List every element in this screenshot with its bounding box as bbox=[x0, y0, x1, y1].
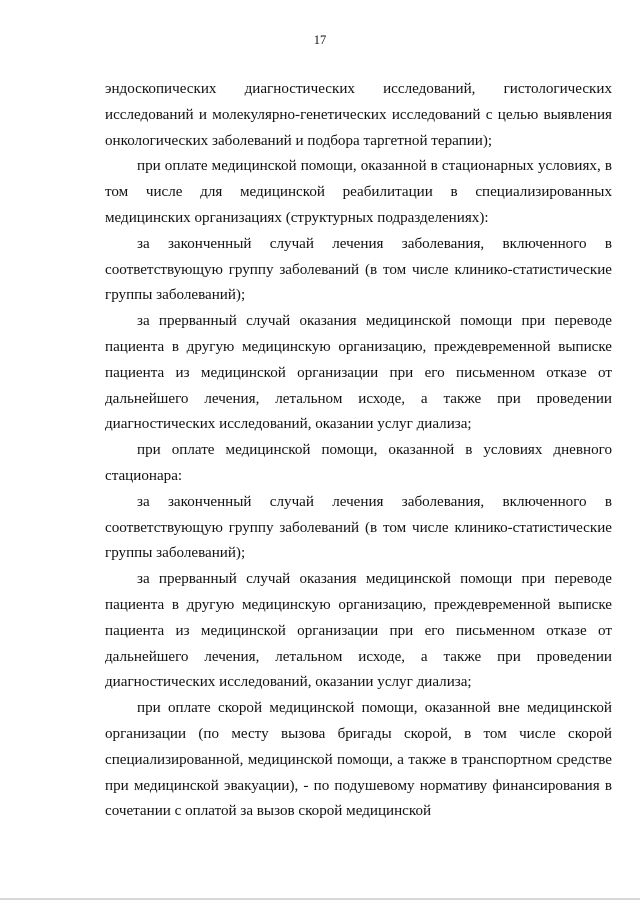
paragraph-inpatient-completed-case: за законченный случай лечения заболевания, включенного в соответствующую группу заболеваний (в том числе клинико-статистические группы заболеваний); bbox=[105, 235, 612, 304]
paragraph-day-hospital-interrupted-case: за прерванный случай оказания медицинской помощи при переводе пациента в другую медицинскую организацию, преждевременной выписке пациента из медицинской организации при его письменном отказе от дальнейшего лечения, летальном исходе, а также при проведении диагностических исследований, оказании услуг диализа; bbox=[105, 571, 612, 691]
document-body bbox=[105, 77, 612, 825]
page-number: 17 bbox=[313, 33, 327, 47]
scan-edge-line bbox=[0, 898, 640, 900]
paragraph-emergency-care-payment: при оплате скорой медицинской помощи, оказанной вне медицинской организации (по месту вызова бригады скорой, в том числе скорой специализированной, медицинской помощи, а также в транспортном средстве при медицинской эвакуации), - по подушевому нормативу финансирования в сочетании с оплатой за вызов скорой медицинской bbox=[105, 700, 612, 820]
paragraph-inpatient-interrupted-case: за прерванный случай оказания медицинской помощи при переводе пациента в другую медицинскую организацию, преждевременной выписке пациента из медицинской организации при его письменном отказе от дальнейшего лечения, летальном исходе, а также при проведении диагностических исследований, оказании услуг диализа; bbox=[105, 313, 612, 433]
paragraph-day-hospital-payment: при оплате медицинской помощи, оказанной в условиях дневного стационара: bbox=[105, 442, 612, 484]
paragraph-inpatient-payment: при оплате медицинской помощи, оказанной в стационарных условиях, в том числе для медицинской реабилитации в специализированных медицинских организациях (структурных подразделениях): bbox=[105, 158, 612, 226]
paragraph-continuation: эндоскопических диагностических исследований, гистологических исследований и молекулярно-генетических исследований с целью выявления онкологических заболеваний и подбора таргетной терапии); bbox=[105, 81, 612, 149]
paragraph-day-hospital-completed-case: за законченный случай лечения заболевания, включенного в соответствующую группу заболеваний (в том числе клинико-статистические группы заболеваний); bbox=[105, 493, 612, 562]
